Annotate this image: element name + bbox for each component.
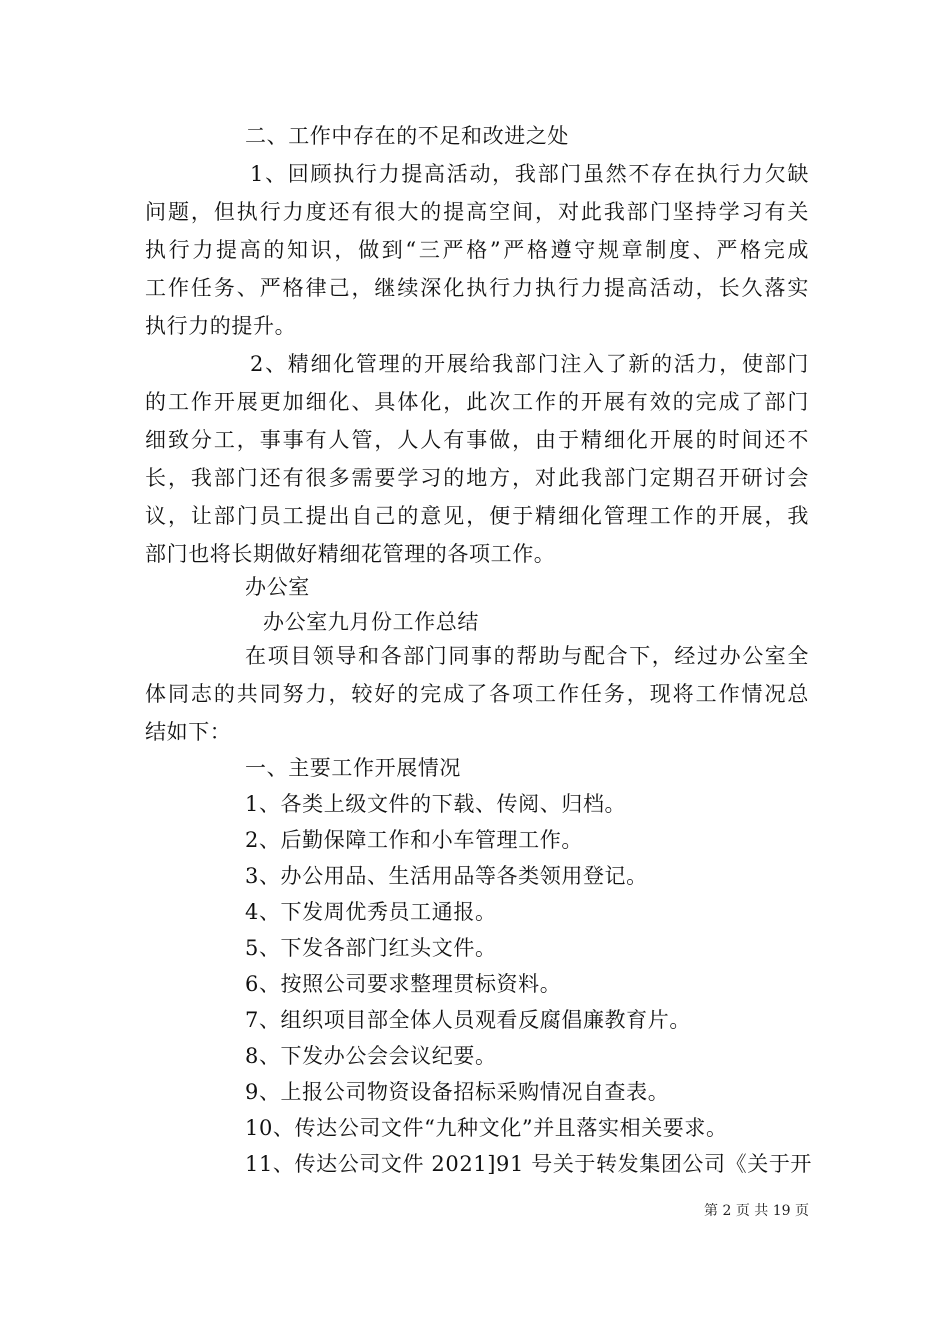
work-item: 6、按照公司要求整理贯标资料。: [245, 972, 562, 996]
item-2-line: 的工作开展更加细化、具体化，此次工作的开展有效的完成了部门: [145, 390, 809, 414]
intro-line: 体同志的共同努力，较好的完成了各项工作任务，现将工作情况总: [145, 682, 809, 706]
work-item: 8、下发办公会会议纪要。: [245, 1044, 497, 1068]
section-1-heading: 一、主要工作开展情况: [245, 756, 461, 780]
intro-line: 结如下：: [145, 720, 232, 744]
work-item: 5、下发各部门红头文件。: [245, 936, 497, 960]
item-1-line: 问题，但执行力度还有很大的提高空间，对此我部门坚持学习有关: [145, 200, 809, 224]
item-1-line: 工作任务、严格律己，继续深化执行力执行力提高活动，长久落实: [145, 276, 809, 300]
work-item: 7、组织项目部全体人员观看反腐倡廉教育片。: [245, 1008, 691, 1032]
item-2-line: 议，让部门员工提出自己的意见，便于精细化管理工作的开展，我: [145, 504, 809, 528]
item-1-line: 执行力提高的知识，做到“三严格”严格遵守规章制度、严格完成: [145, 238, 809, 262]
document-title: 办公室九月份工作总结: [263, 610, 479, 634]
work-item: 4、下发周优秀员工通报。: [245, 900, 497, 924]
item-1-line: 1、回顾执行力提高活动，我部门虽然不存在执行力欠缺: [250, 162, 809, 186]
work-item: 11、传达公司文件 2021]91 号关于转发集团公司《关于开: [245, 1152, 813, 1176]
page-number-footer: 第 2 页 共 19 页: [704, 1203, 809, 1219]
work-item: 2、后勤保障工作和小车管理工作。: [245, 828, 583, 852]
work-item: 3、办公用品、生活用品等各类领用登记。: [245, 864, 648, 888]
item-2-line: 部门也将长期做好精细花管理的各项工作。: [145, 542, 556, 566]
item-2-line: 2、精细化管理的开展给我部门注入了新的活力，使部门: [250, 352, 809, 376]
item-2-line: 细致分工，事事有人管，人人有事做，由于精细化开展的时间还不: [145, 428, 809, 452]
item-2-line: 长，我部门还有很多需要学习的地方，对此我部门定期召开研讨会: [145, 466, 809, 490]
intro-line: 在项目领导和各部门同事的帮助与配合下，经过办公室全: [245, 644, 809, 668]
work-item: 10、传达公司文件“九种文化”并且落实相关要求。: [245, 1116, 728, 1140]
item-1-line: 执行力的提升。: [145, 314, 297, 338]
work-item: 9、上报公司物资设备招标采购情况自查表。: [245, 1080, 670, 1104]
section-2-heading: 二、工作中存在的不足和改进之处: [245, 124, 569, 148]
work-item: 1、各类上级文件的下载、传阅、归档。: [245, 792, 627, 816]
signature-office: 办公室: [245, 575, 310, 599]
